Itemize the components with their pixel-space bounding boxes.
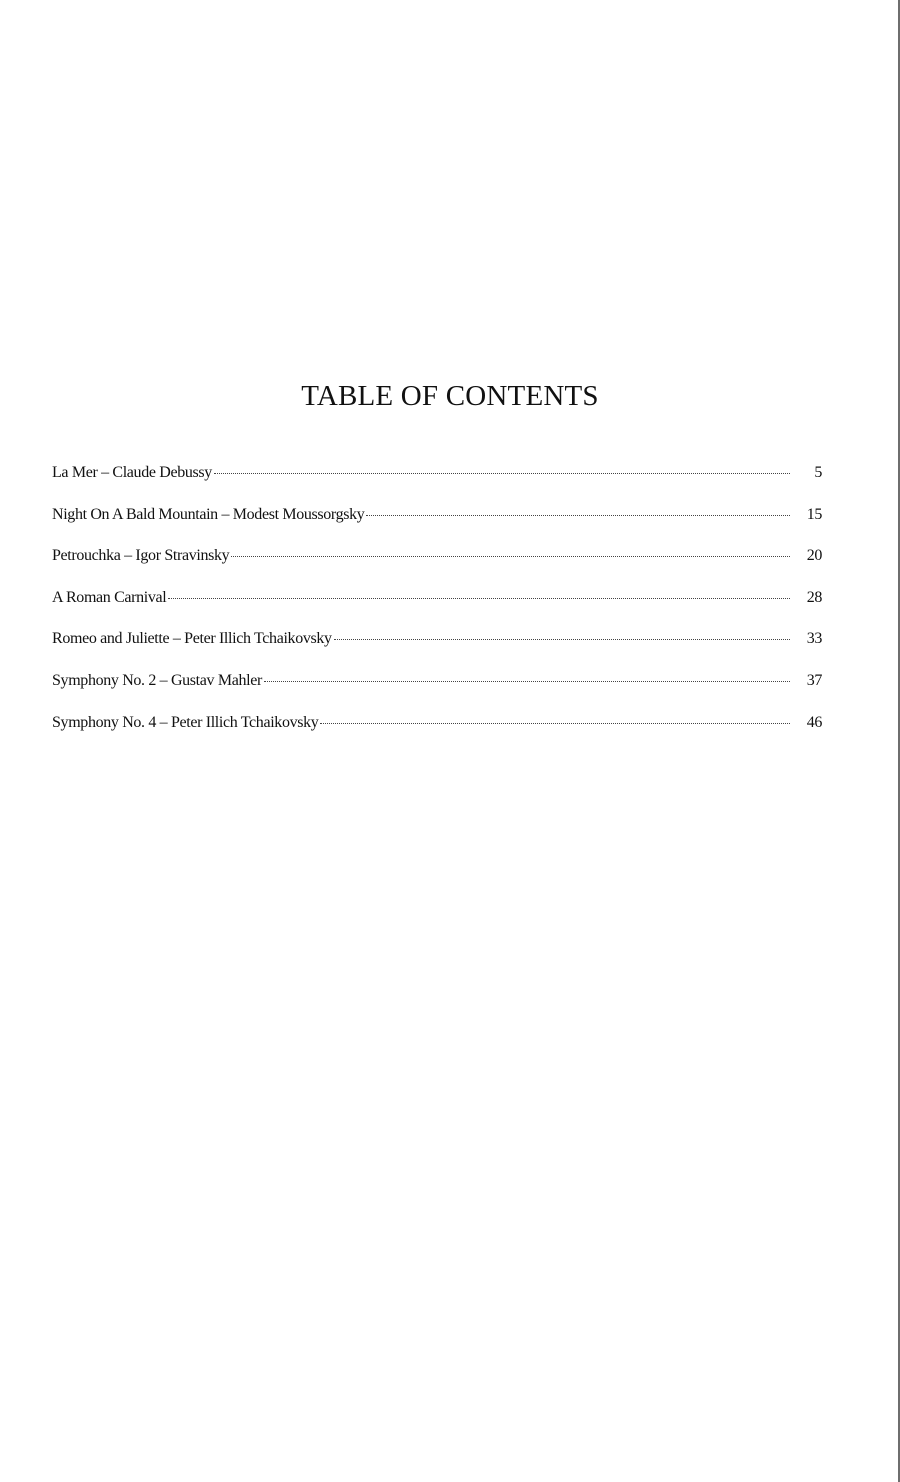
toc-entry[interactable]	[52, 714, 822, 756]
toc-entry-page: 33	[806, 630, 822, 648]
dot-leader	[168, 598, 790, 599]
toc-entry[interactable]	[52, 506, 822, 548]
table-of-contents	[52, 464, 822, 755]
toc-entry-label: Petrouchka – Igor Stravinsky	[52, 547, 230, 565]
toc-entry-label: La Mer – Claude Debussy	[52, 464, 212, 481]
dot-leader	[231, 556, 790, 557]
dot-leader	[214, 473, 790, 474]
dot-leader	[334, 639, 790, 640]
toc-entry-page: 15	[806, 505, 822, 523]
toc-entry-page: 28	[806, 588, 822, 606]
toc-entry[interactable]	[52, 547, 822, 589]
toc-entry[interactable]	[52, 464, 822, 506]
toc-entry-label: Night On A Bald Mountain – Modest Moussorgsky	[52, 505, 365, 523]
toc-entry-page: 37	[806, 671, 822, 689]
toc-entry-page: 20	[806, 547, 822, 565]
toc-entry[interactable]	[52, 589, 822, 631]
dot-leader	[320, 723, 790, 724]
dot-leader	[264, 681, 790, 682]
toc-entry[interactable]	[52, 630, 822, 672]
toc-entry-page: 46	[806, 713, 822, 731]
toc-entry[interactable]	[52, 672, 822, 714]
toc-entry-label: A Roman Carnival	[52, 588, 167, 606]
toc-entry-page: 5	[814, 464, 822, 481]
toc-entry-label: Romeo and Juliette – Peter Illich Tchaikovsky	[52, 630, 332, 648]
toc-entry-label: Symphony No. 2 – Gustav Mahler	[52, 671, 262, 689]
dot-leader	[366, 515, 790, 516]
toc-entry-label: Symphony No. 4 – Peter Illich Tchaikovsky	[52, 713, 319, 731]
page-title: TABLE OF CONTENTS	[301, 380, 599, 412]
